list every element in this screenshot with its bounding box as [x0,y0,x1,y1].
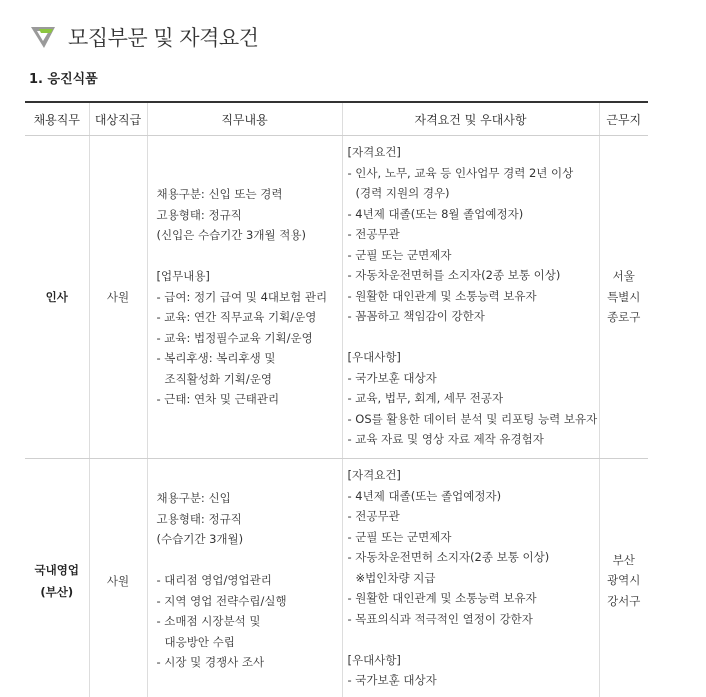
location-line: 부산 [612,552,635,567]
qual-line: ※법인차량 지급 [355,570,436,585]
qual-line: - 국가보훈 대상자 [347,673,437,687]
qual-line: - 군필 또는 군면제자 [347,247,452,262]
location-line: 종로구 [607,310,641,325]
duty-line: - 지역 영업 전략수립/실행 [156,593,287,608]
job-title: 인사 [45,290,68,304]
duty-line: - 대리점 영업/영업관리 [156,573,272,588]
duty-line: - 급여: 정기 급여 및 4대보험 관리 [156,289,328,304]
page-header [30,20,258,54]
qual-line: - 원활한 대인관계 및 소통능력 보유자 [347,591,537,605]
qual-line: [우대사항] [347,350,401,364]
qual-spacer [348,629,599,650]
qual-line: - 4년제 대졸(또는 졸업예정자) [347,488,502,503]
qual-line: - 교육, 법무, 회계, 세무 전공자 [347,391,504,405]
table-row [25,136,648,459]
v-check-logo-icon [30,24,56,50]
location-cell [599,136,648,459]
duty-line: - 교육: 법정필수교육 기획/운영 [156,330,313,345]
job-cell [25,459,89,697]
duty-spacer [157,550,342,571]
qualifications-cell [342,459,599,697]
qual-line: (경력 지원의 경우) [355,186,450,200]
qual-line: - 군필 또는 군면제자 [347,529,452,544]
job-subtitle: (부산) [40,584,74,599]
qual-line: - 원활한 대인관계 및 소통능력 보유자 [347,288,537,303]
requirements-table [25,101,648,697]
qual-line: [자격요건] [347,145,401,159]
duty-line: - 시장 및 경쟁사 조사 [156,655,265,670]
header-qualifications: 자격요건 및 우대사항 [342,102,599,136]
duties-cell [147,459,342,697]
table-row [25,459,648,697]
location-cell [599,459,648,697]
section-title: 1. 응진식품 [29,72,98,87]
header-duties: 직무내용 [147,102,342,136]
qual-line: - 교육 자료 및 영상 자료 제작 유경험자 [347,432,544,446]
qual-line: - 꼼꼼하고 책임감이 강한자 [347,309,485,323]
duty-line: 조직활성화 기획/운영 [164,371,273,386]
location-line: 광역시 [607,573,641,588]
qual-line: - 국가보훈 대상자 [347,370,437,385]
qual-line: - 목표의식과 적극적인 열정이 강한자 [347,611,533,626]
duty-line: 고용형태: 정규직 [156,207,242,222]
duties-cell [147,136,342,459]
table-header-row [25,102,648,136]
duty-line: 대응방안 수립 [164,634,235,649]
page-title: 모집부문 및 자격요건 [68,26,259,50]
duty-line: - 소매점 시장분석 및 [156,614,261,629]
duty-line: 고용형태: 정규직 [156,511,242,526]
qualifications-cell [342,136,599,459]
duty-line: - 근태: 연차 및 근태관리 [156,392,280,407]
header-grade: 대상직급 [89,102,147,136]
location-line: 특별시 [607,289,641,304]
location-line: 서울 [612,269,635,284]
job-title: 국내영업 [34,562,79,577]
location-line: 강서구 [607,593,641,608]
grade-cell: 사원 [89,459,147,697]
qual-line: - 자동차운전면허를 소지자(2종 보통 이상) [347,268,561,282]
duty-line: 채용구분: 신입 또는 경력 [156,187,283,202]
header-location: 근무지 [599,102,648,136]
duty-line: - 복리후생: 복리후생 및 [156,351,276,366]
qual-line: - 인사, 노무, 교육 등 인사업무 경력 2년 이상 [347,165,574,180]
qual-line: [자격요건] [347,468,401,482]
qual-line: - 전공무관 [347,509,400,523]
duty-line: [업무내용] [156,269,210,284]
qual-line: [우대사항] [347,652,401,667]
qual-line: - 전공무관 [347,227,400,241]
qual-line: - OS를 활용한 데이터 분석 및 리포팅 능력 보유자 [347,411,598,426]
job-cell [25,136,89,459]
qual-line: - 자동차운전면허 소지자(2종 보통 이상) [347,550,550,564]
duty-line: (신입은 수습기간 3개월 적용) [156,228,306,243]
duty-line: - 교육: 연간 직무교육 기획/운영 [156,310,317,325]
header-job: 채용직무 [25,102,89,136]
qual-line: - 4년제 대졸(또는 8월 졸업예정자) [347,206,524,221]
duty-line: (수습기간 3개월) [156,532,244,547]
duty-spacer [157,246,342,267]
duty-line: 채용구분: 신입 [156,491,231,506]
grade-cell: 사원 [89,136,147,459]
qual-spacer [348,327,599,348]
